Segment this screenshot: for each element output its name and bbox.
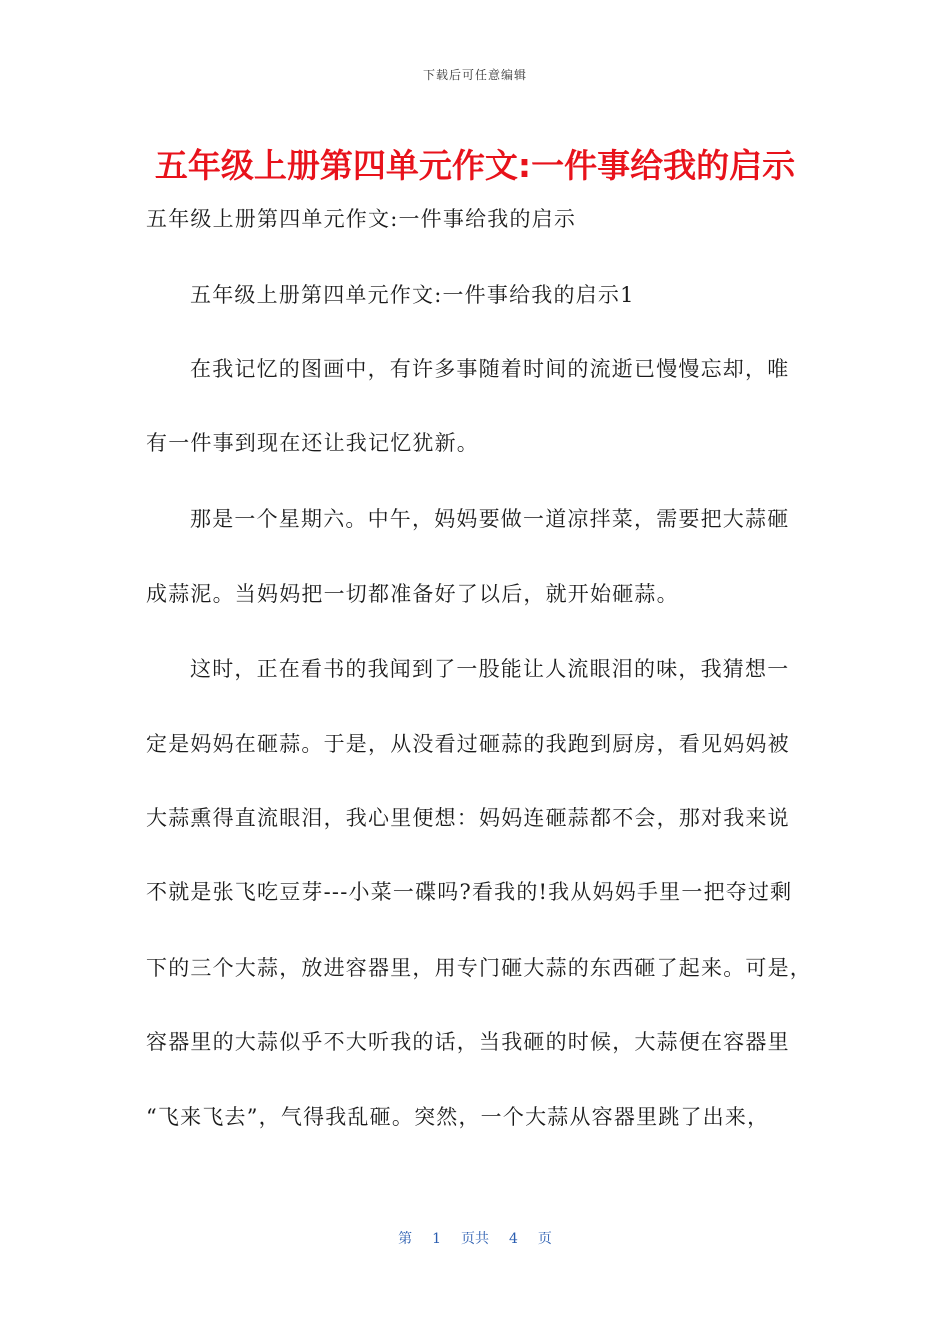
text-line: 容器里的大蒜似乎不大听我的话，当我砸的时候，大蒜便在容器里 bbox=[146, 1030, 790, 1054]
text-line: 大蒜熏得直流眼泪，我心里便想：妈妈连砸蒜都不会，那对我来说 bbox=[146, 806, 790, 830]
page-footer bbox=[0, 1228, 950, 1248]
footer-page-label: 第 bbox=[398, 1231, 413, 1247]
text-line: 下的三个大蒜，放进容器里，用专门砸大蒜的东西砸了起来。可是， bbox=[146, 956, 812, 980]
footer-end-label: 页 bbox=[537, 1231, 552, 1247]
header-note: 下载后可任意编辑 bbox=[422, 68, 527, 82]
text-line: 不就是张飞吃豆芽---小菜一碟吗?看我的!我从妈妈手里一把夺过剩 bbox=[146, 880, 793, 904]
text-line: 五年级上册第四单元作文:一件事给我的启示1 bbox=[190, 283, 635, 307]
text-line: 在我记忆的图画中，有许多事随着时间的流逝已慢慢忘却，唯 bbox=[190, 357, 790, 381]
text-line: 那是一个星期六。中午，妈妈要做一道凉拌菜，需要把大蒜砸 bbox=[190, 507, 790, 531]
text-line: 有一件事到现在还让我记忆犹新。 bbox=[146, 431, 479, 455]
text-line: “飞来飞去”，气得我乱砸。突然，一个大蒜从容器里跳了出来， bbox=[146, 1105, 770, 1129]
text-line: 这时，正在看书的我闻到了一股能让人流眼泪的味，我猜想一 bbox=[190, 657, 790, 681]
footer-page-total: 4 bbox=[509, 1231, 518, 1247]
document-title: 五年级上册第四单元作文:一件事给我的启示 bbox=[154, 146, 796, 185]
text-line: 五年级上册第四单元作文:一件事给我的启示 bbox=[146, 207, 577, 231]
footer-of-label: 页共 bbox=[461, 1231, 489, 1247]
footer-page-current: 1 bbox=[432, 1231, 441, 1247]
text-line: 定是妈妈在砸蒜。于是，从没看过砸蒜的我跑到厨房，看见妈妈被 bbox=[146, 732, 790, 756]
text-line: 成蒜泥。当妈妈把一切都准备好了以后，就开始砸蒜。 bbox=[146, 582, 679, 606]
